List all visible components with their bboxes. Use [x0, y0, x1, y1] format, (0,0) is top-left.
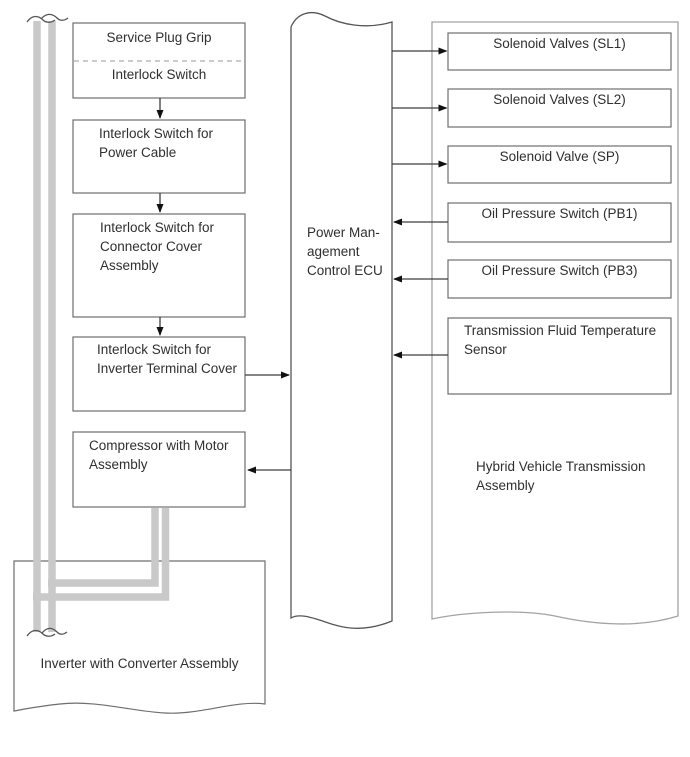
interlock-power-cable-label: Interlock Switch for Power Cable	[99, 126, 214, 160]
cable-break-top	[27, 14, 68, 22]
solenoid-sl2-label: Solenoid Valves (SL2)	[493, 92, 626, 107]
interlock-switch-label: Interlock Switch	[111, 67, 207, 82]
oil-pressure-pb3-label: Oil Pressure Switch (PB3)	[481, 263, 638, 278]
inverter-converter-label: Inverter with Converter Assembly	[40, 656, 239, 671]
solenoid-sp-label: Solenoid Valve (SP)	[499, 149, 620, 164]
fluid-temp-sensor-label: Transmission Fluid Temperature Sensor	[464, 323, 657, 357]
interlock-inverter-terminal-label: Interlock Switch for Inverter Terminal Cover	[97, 342, 238, 376]
ecu-shape	[291, 13, 392, 629]
compressor-motor-label: Compressor with Motor Assembly	[89, 438, 229, 472]
power-management-ecu-label: Power Man- agement Control ECU	[307, 225, 383, 278]
hybrid-transmission-label: Hybrid Vehicle Transmission Assembly	[476, 459, 646, 493]
interlock-connector-cover-label: Interlock Switch for Connector Cover Assembly	[100, 220, 215, 273]
oil-pressure-pb1-label: Oil Pressure Switch (PB1)	[481, 206, 638, 221]
solenoid-sl1-label: Solenoid Valves (SL1)	[493, 36, 626, 51]
service-plug-grip-label: Service Plug Grip	[106, 30, 212, 45]
